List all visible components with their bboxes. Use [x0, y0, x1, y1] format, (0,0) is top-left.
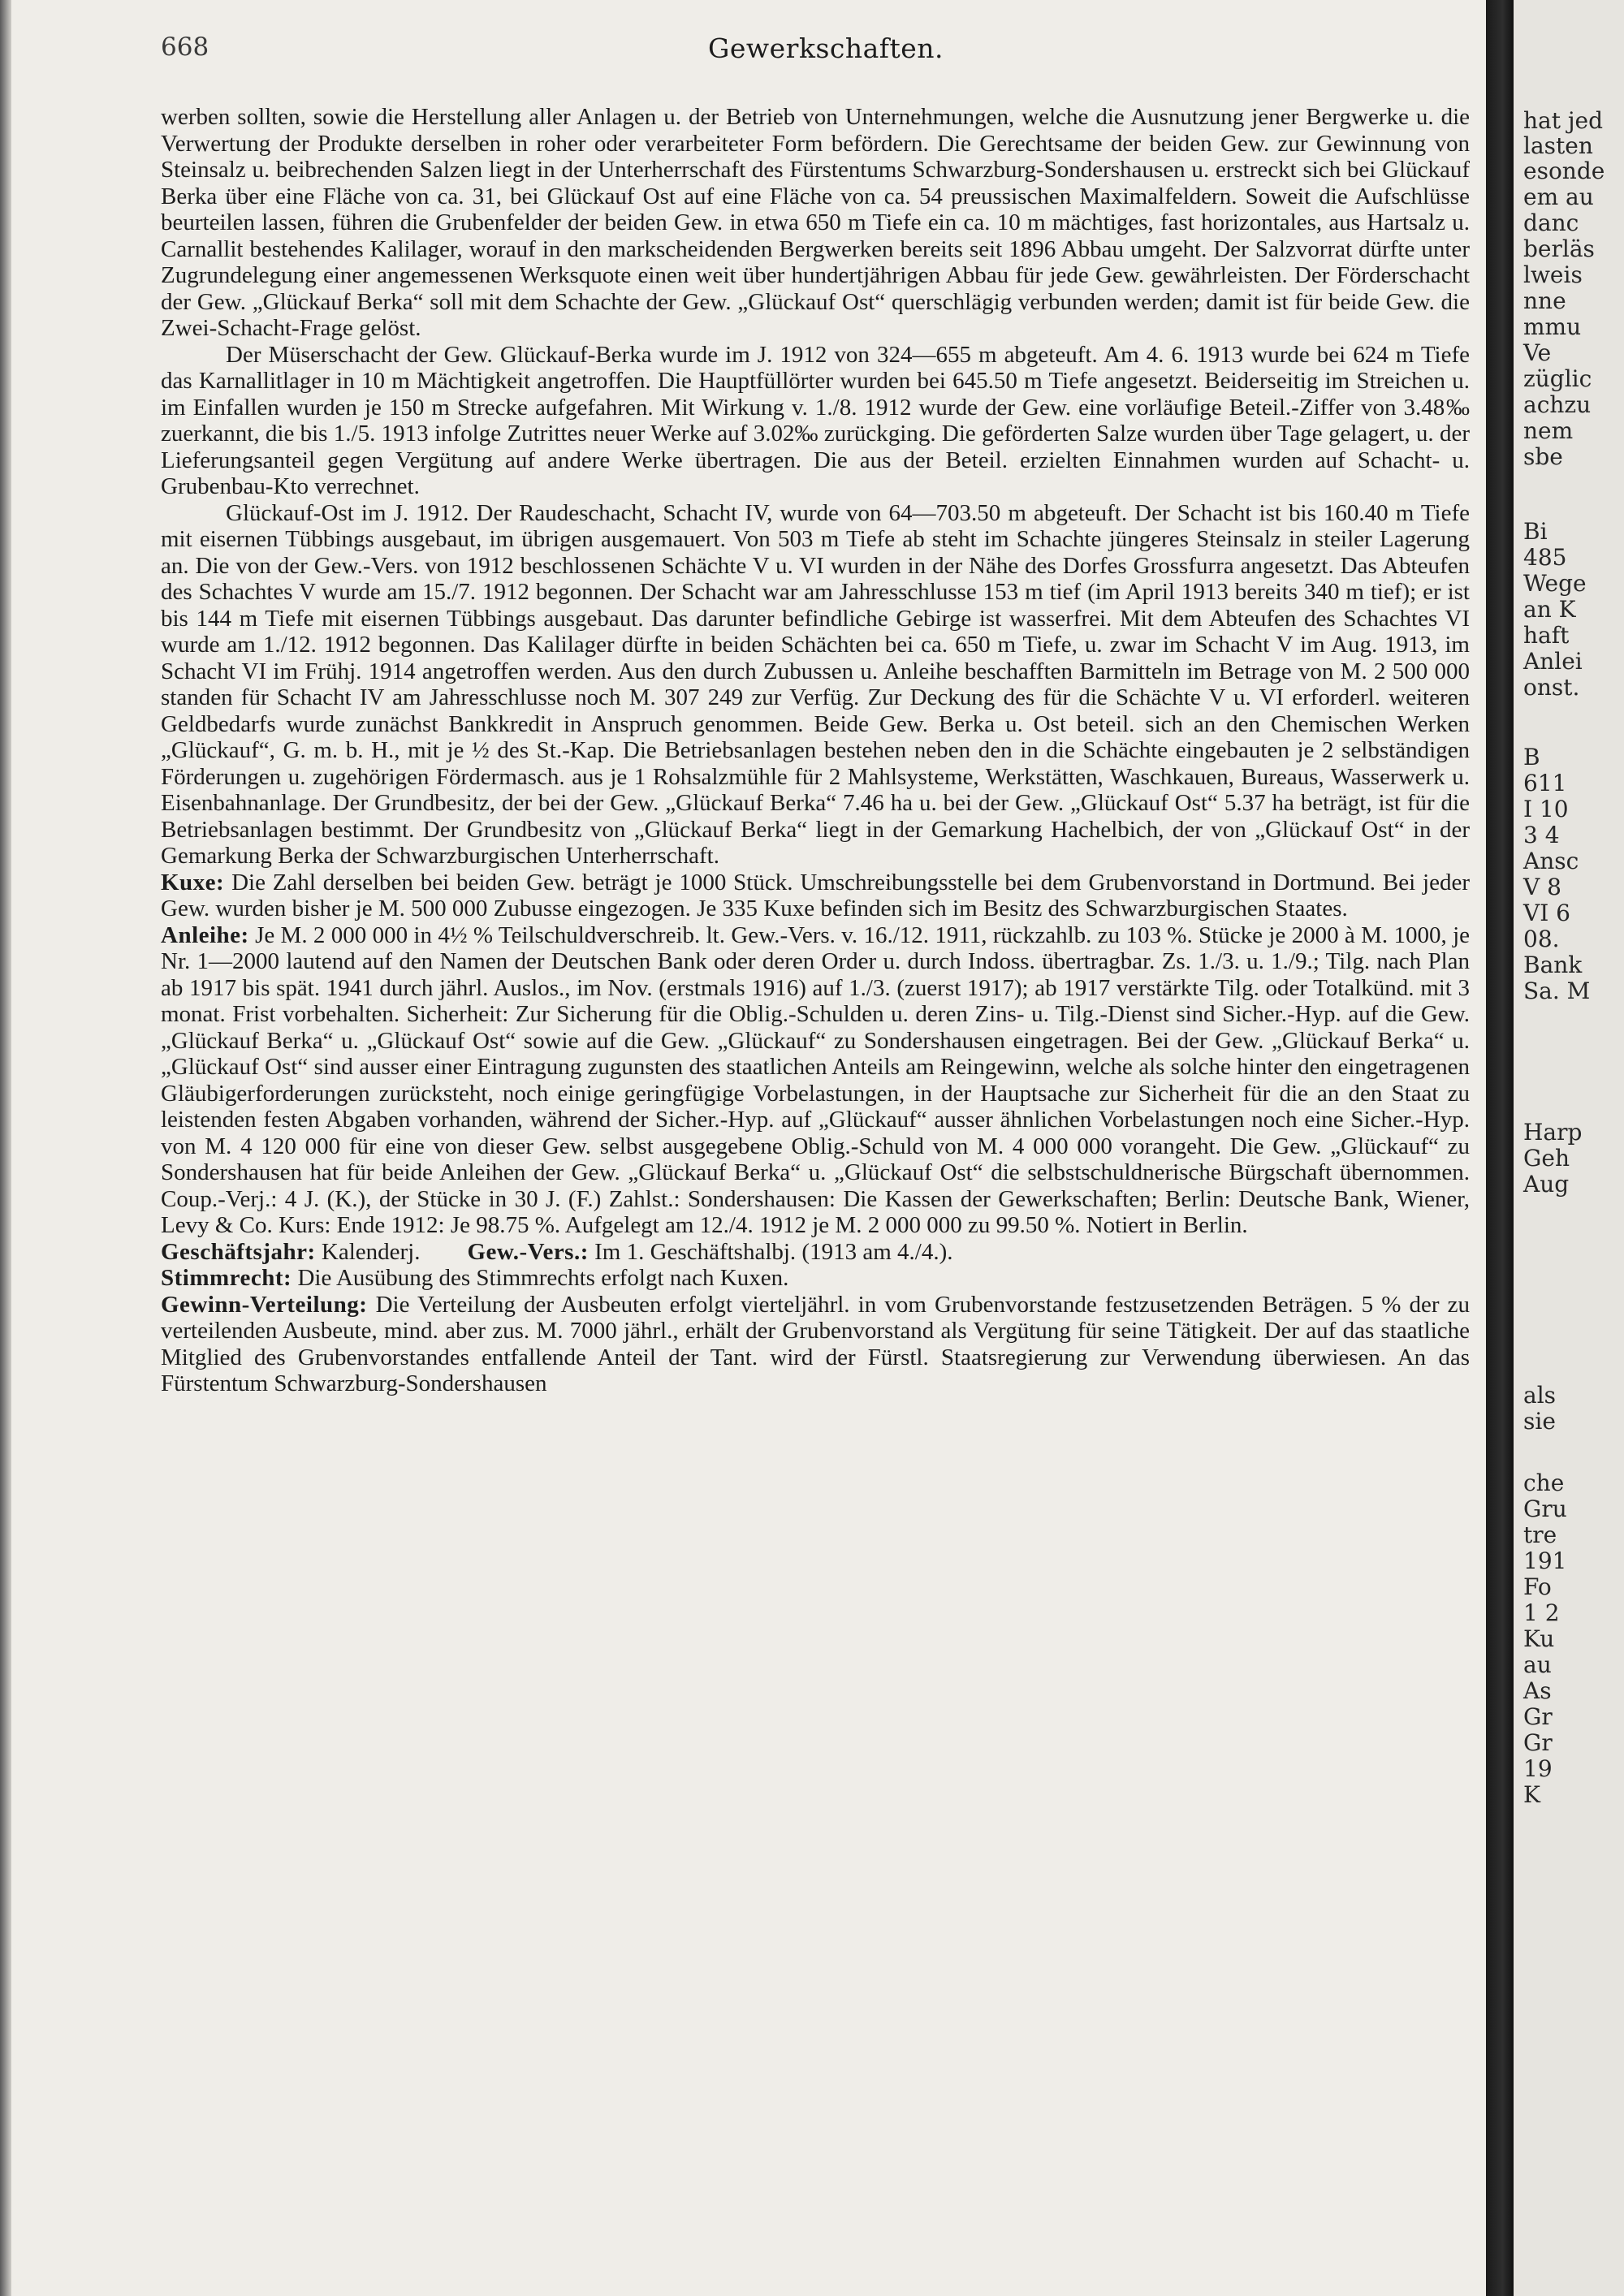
- paragraph-muesersschacht: [161, 342, 1470, 500]
- neighbor-text-fragment: che: [1523, 1470, 1565, 1496]
- neighbor-text-fragment: Gr: [1523, 1729, 1553, 1756]
- neighbor-text-fragment: au: [1523, 1651, 1552, 1678]
- page-number: 668: [161, 32, 209, 62]
- neighbor-text-fragment: 08.: [1523, 926, 1560, 952]
- neighbor-text-fragment: Geh: [1523, 1145, 1570, 1172]
- paragraph-text: Die Zahl derselben bei beiden Gew. beträgt je 1000 Stück. Umschreibungsstelle bei dem Grubenvorstand in Dortmund. Bei jeder Gew. wurden bisher je M. 500 000 Zubusse eingezogen. Je 335 Kuxe befinden sich im Besitz des Schwarzburgischen Staates.: [161, 869, 1470, 921]
- neighbor-text-fragment: nem: [1523, 417, 1574, 444]
- neighbor-text-fragment: 19: [1523, 1755, 1553, 1782]
- neighbor-text-fragment: Ansc: [1523, 848, 1579, 874]
- neighbor-text-fragment: lweis: [1523, 261, 1583, 288]
- paragraph-gewinn-verteilung: [161, 1292, 1470, 1397]
- paragraph-text: Die Ausübung des Stimmrechts erfolgt nach Kuxen.: [297, 1265, 789, 1291]
- paragraph-anleihe: [161, 922, 1470, 1239]
- neighbor-text-fragment: an K: [1523, 596, 1576, 623]
- paragraph-lead: Geschäftsjahr:: [161, 1238, 316, 1265]
- paragraph-kuxe: [161, 870, 1470, 922]
- neighbor-text-fragment: tre: [1523, 1521, 1557, 1548]
- neighbor-text-fragment: Gru: [1523, 1495, 1567, 1522]
- paragraph-text: werben sollten, sowie die Herstellung aller Anlagen u. der Betrieb von Unternehmungen, welche die Ausnutzung jener Bergwerke u. die Verwertung der Produkte derselben in roher oder verarbeiteter Form befördern. Die Gerechtsame der beiden Gew. zur Gewinnung von Steinsalz u. beibrechenden Salzen liegt in der Unterherrschaft des Fürstentums Schwarzburg-Sondershausen u. erstreckt sich bei Glückauf Berka über eine Fläche von ca. 31, bei Glückauf Ost auf eine Fläche von ca. 54 preussischen Maximalfeldern. Soweit die Aufschlüsse beurteilen lassen, führen die Grubenfelder der beiden Gew. in etwa 650 m Tiefe ein ca. 10 m mächtiges, fast horizontales, aus Hartsalz u. Carnallit bestehendes Kalilager, worauf in den markscheidenden Bergwerken bereits seit 1896 Abbau umgeht. Der Salzvorrat dürfte unter Zugrundelegung einer angemessenen Werksquote einen weit über hundertjährigen Abbau für jede Gew. gewährleisten. Der Förderschacht der Gew. „Glückauf Berka“ soll mit dem Schachte der Gew. „Glückauf Ost“ querschlägig verbunden werden; damit ist für beide Gew. die Zwei-Schacht-Frage gelöst.: [161, 104, 1470, 341]
- neighbor-text-fragment: Bi: [1523, 518, 1548, 545]
- paragraph-lead-secondary: Gew.-Vers.:: [467, 1238, 589, 1265]
- neighbor-text-fragment: 611: [1523, 770, 1567, 796]
- body-text: [161, 104, 1470, 1397]
- neighbor-text-fragment: Harp: [1523, 1119, 1583, 1146]
- neighbor-text-fragment: onst.: [1523, 674, 1580, 701]
- neighbor-text-fragment: B: [1523, 744, 1540, 770]
- neighbor-text-fragment: sbe: [1523, 443, 1563, 470]
- neighbor-text-fragment: Sa. M: [1523, 978, 1591, 1004]
- paragraph-text: Kalenderj.: [321, 1238, 421, 1265]
- neighbor-text-fragment: V 8: [1523, 874, 1561, 900]
- neighbor-text-fragment: lasten: [1523, 132, 1593, 159]
- neighbor-text-fragment: berläs: [1523, 235, 1595, 262]
- paragraph-text-secondary: Im 1. Geschäftshalbj. (1913 am 4./4.).: [594, 1238, 953, 1265]
- paragraph-geschaeftsjahr: [161, 1239, 1470, 1266]
- neighbor-text-fragment: Wege: [1523, 570, 1587, 597]
- paragraph-lead: Anleihe:: [161, 921, 249, 948]
- neighbor-text-fragment: sie: [1523, 1408, 1556, 1435]
- neighbor-text-fragment: achzu: [1523, 391, 1592, 418]
- paragraph-text: Glückauf-Ost im J. 1912. Der Raudeschacht, Schacht IV, wurde von 64—703.50 m abgeteuft. Der Schacht ist bis 160.40 m Tiefe mit eisernen Tübbings ausgebaut, im übrigen ausgemauert. Von 503 m Tiefe ab steht im Schachte jüngeres Steinsalz in steiler Lagerung an. Die von der Gew.-Vers. von 1912 beschlossenen Schächte V u. VI wurden in der Nähe des Dorfes Grossfurra angesetzt. Das Abteufen des Schachtes V wurde am 15./7. 1912 begonnen. Der Schacht war am Jahresschlusse 153 m tief (im April 1913 bereits 340 m tief); er ist bis 144 m Tiefe mit eisernen Tübbings ausgebaut. Das darunter befindliche Gebirge ist wasserfrei. Mit dem Abteufen des Schachtes VI wurde am 1./12. 1912 begonnen. Das Kalilager dürfte in beiden Schächten bei ca. 650 m Tiefe, u. zwar im Schacht V im Aug. 1913, im Schacht VI im Frühj. 1914 angetroffen werden. Aus den durch Zubussen u. Anleihe beschafften Barmitteln im Betrage von M. 2 500 000 standen für Schacht IV am Jahresschlusse noch M. 307 249 zur Verfüg. Zur Deckung des für die Schächte V u. VI erforderl. weiteren Geldbedarfs wurde zunächst Bankkredit in Anspruch genommen. Beide Gew. Berka u. Ost beteil. sich an den Chemischen Werken „Glückauf“, G. m. b. H., mit je ½ des St.-Kap. Die Betriebsanlagen bestehen neben den in die Schächte eingebauten je 2 selbständigen Förderungen u. zugehörigen Fördermasch. aus je 1 Rohsalzmühle für 2 Mahlsysteme, Werkstätten, Waschkauen, Bureaus, Wasserwerk u. Eisenbahnanlage. Der Grundbesitz, der bei der Gew. „Glückauf Berka“ 7.46 ha u. bei der Gew. „Glückauf Ost“ 5.37 ha beträgt, ist für die Betriebsanlagen bestimmt. Der Grundbesitz von „Glückauf Berka“ liegt in der Gemarkung Hachelbich, der von „Glückauf Ost“ in der Gemarkung Berka der Schwarzburgischen Unterherrschaft.: [161, 499, 1470, 869]
- paragraph-lead: Gewinn-Verteilung:: [161, 1291, 368, 1318]
- paragraph-text: Der Müserschacht der Gew. Glückauf-Berka wurde im J. 1912 von 324—655 m abgeteuft. Am 4. 6. 1913 wurde bei 624 m Tiefe das Karnallitlager in 10 m Mächtigkeit angetroffen. Die Hauptfüllörter wurden bei 645.50 m Tiefe angesetzt. Beiderseitig im Streichen u. im Einfallen wurden je 150 m Strecke aufgefahren. Mit Wirkung v. 1./8. 1912 wurde der Gew. eine vorläufige Beteil.-Ziffer von 3.48‰ zuerkannt, die bis 1./5. 1913 infolge Zutrittes neuer Werke auf 3.02‰ zurückging. Die geförderten Salze wurden über Tage gelagert, u. der Lieferungsanteil gegen Vergütung auf andere Werke übertragen. Die aus der Beteil. erzielten Einnahmen wurden auf Schacht- u. Grubenbau-Kto verrechnet.: [161, 341, 1470, 499]
- neighbor-text-fragment: als: [1523, 1382, 1557, 1409]
- neighbor-text-fragment: K: [1523, 1781, 1540, 1808]
- neighbor-text-fragment: Ku: [1523, 1625, 1555, 1652]
- paragraph-glueckauf-ost: [161, 500, 1470, 870]
- neighbor-text-fragment: em au: [1523, 183, 1594, 210]
- neighbor-text-fragment: esonde: [1523, 158, 1605, 184]
- page-left-edge-shadow: [0, 0, 11, 2296]
- neighbor-page-fragment: [1514, 0, 1624, 2296]
- neighbor-text-fragment: nne: [1523, 287, 1566, 314]
- neighbor-text-fragment: 3 4: [1523, 822, 1560, 848]
- neighbor-text-fragment: 1 2: [1523, 1599, 1560, 1626]
- neighbor-text-fragment: Ve: [1523, 339, 1552, 366]
- paragraph-lead: Kuxe:: [161, 869, 225, 896]
- running-head: Gewerkschaften.: [708, 32, 944, 64]
- neighbor-text-fragment: danc: [1523, 209, 1579, 236]
- neighbor-text-fragment: Fo: [1523, 1573, 1552, 1600]
- neighbor-text-fragment: Bank: [1523, 952, 1583, 978]
- neighbor-text-fragment: VI 6: [1523, 900, 1570, 926]
- neighbor-text-fragment: 485: [1523, 544, 1567, 571]
- neighbor-text-fragment: haft: [1523, 622, 1570, 649]
- neighbor-text-fragment: 191: [1523, 1547, 1567, 1574]
- paragraph-lead: Stimmrecht:: [161, 1265, 292, 1291]
- neighbor-text-fragment: As: [1523, 1677, 1552, 1704]
- paragraph-text: Die Verteilung der Ausbeuten erfolgt vierteljährl. in vom Grubenvorstande festzusetzenden Beträgen. 5 % der zu verteilenden Ausbeute, mind. aber zus. M. 7000 jährl., erhält der Grubenvorstand als Vergütung für seine Tätigkeit. Der auf das staatliche Mitglied des Grubenvorstandes entfallende Anteil der Tant. wird der Fürstl. Staatsregierung zur Verwendung überwiesen. An das Fürstentum Schwarzburg-Sondershausen: [161, 1291, 1470, 1396]
- neighbor-text-fragment: Gr: [1523, 1703, 1553, 1730]
- neighbor-text-fragment: mmu: [1523, 313, 1582, 340]
- paragraph-text: Je M. 2 000 000 in 4½ % Teilschuldverschreib. lt. Gew.-Vers. v. 16./12. 1911, rückzahlb. zu 103 %. Stücke je 2000 à M. 1000, je Nr. 1—2000 lautend auf den Namen der Deutschen Bank oder deren Order u. durch Indoss. übertragbar. Zs. 1./3. u. 1./9.; Tilg. nach Plan ab 1917 bis spät. 1941 durch jährl. Auslos., im Nov. (erstmals 1916) auf 1./3. (zuerst 1917); ab 1917 verstärkte Tilg. oder Totalkünd. mit 3 monat. Frist vorbehalten. Sicherheit: Zur Sicherung für die Oblig.-Schulden u. deren Zins- u. Tilg.-Dienst sind Sicher.-Hyp. auf die Gew. „Glückauf Berka“ u. „Glückauf Ost“ sowie auf die Gew. „Glückauf“ zu Sondershausen eingetragen. Bei der Gew. „Glückauf Berka“ u. „Glückauf Ost“ sind ausser einer Eintragung zugunsten des staatlichen Anteils am Reingewinn, welche als solche hinter den eingetragenen Gläubigerforderungen zurücksteht, noch einige geringfügige Vorbelastungen, in der Hauptsache zur Sicherheit für die an den Staat zu leistenden festen Abgaben vorhanden, während der Sicher.-Hyp. auf „Glückauf“ ausser ähnlichen Vorbelastungen noch eine Sicher.-Hyp. von M. 4 120 000 für eine von dieser Gew. selbst ausgegebene Oblig.-Schuld von M. 4 000 000 vorangeht. Die Gew. „Glückauf“ zu Sondershausen hat für beide Anleihen der Gew. „Glückauf Berka“ u. „Glückauf Ost“ die selbstschuldnerische Bürgschaft übernommen. Coup.-Verj.: 4 J. (K.), der Stücke in 30 J. (F.) Zahlst.: Sondershausen: Die Kassen der Gewerkschaften; Berlin: Deutsche Bank, Wiener, Levy & Co. Kurs: Ende 1912: Je 98.75 %. Aufgelegt am 12./4. 1912 je M. 2 000 000 zu 99.50 %. Notiert in Berlin.: [161, 921, 1470, 1238]
- paragraph-continuation: [161, 104, 1470, 342]
- neighbor-text-fragment: Aug: [1523, 1171, 1570, 1198]
- neighbor-text-fragment: Anlei: [1523, 648, 1583, 675]
- paragraph-stimmrecht: [161, 1265, 1470, 1292]
- neighbor-text-fragment: züglic: [1523, 365, 1592, 392]
- book-binding-gutter: [1486, 0, 1514, 2296]
- neighbor-text-fragment: hat jed: [1523, 107, 1604, 134]
- neighbor-text-fragment: I 10: [1523, 796, 1569, 822]
